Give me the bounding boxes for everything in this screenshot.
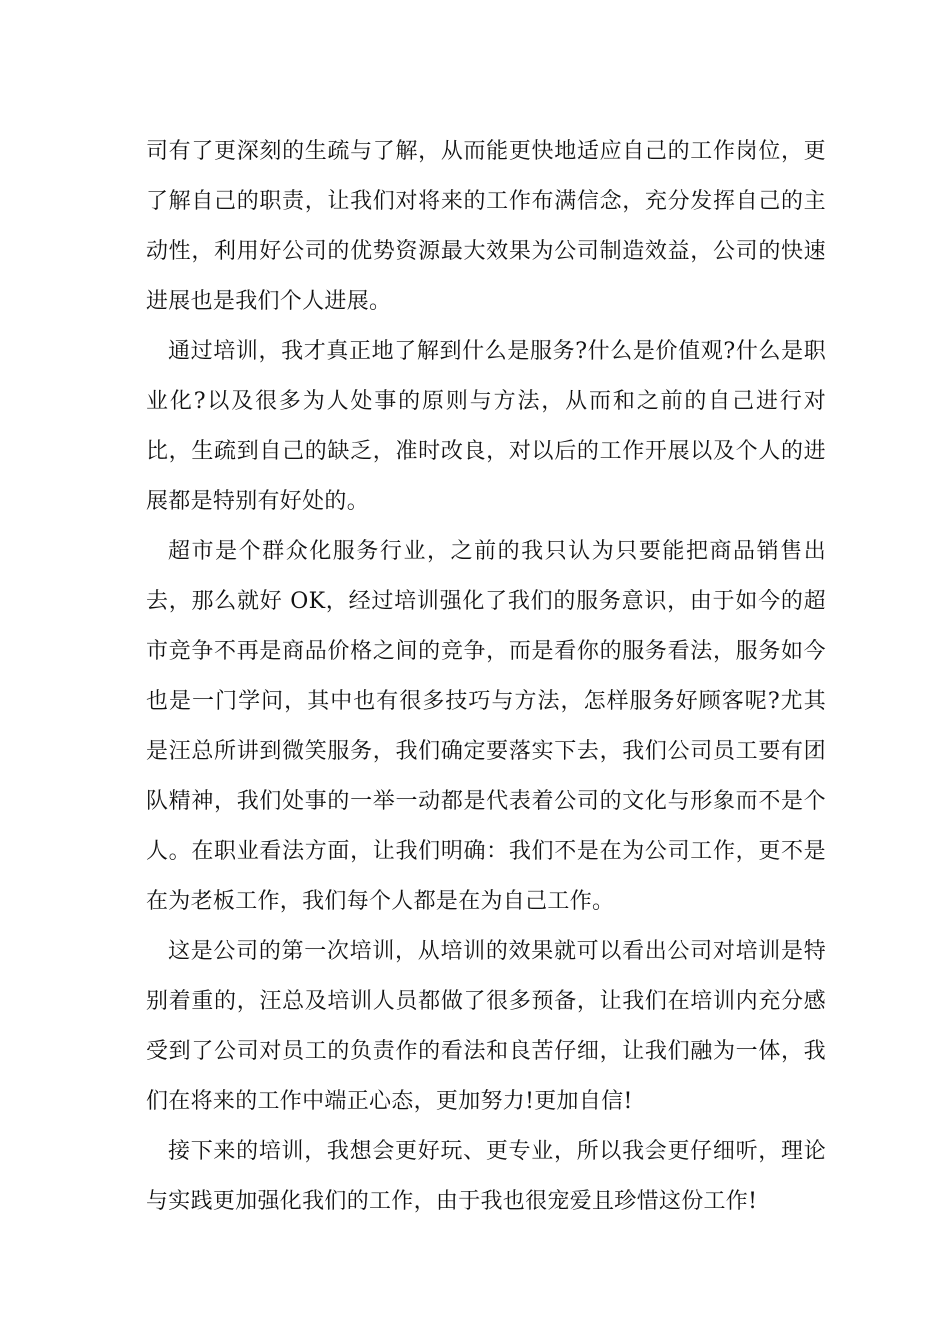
paragraph-next-training: 接下来的培训，我想会更好玩、更专业，所以我会更仔细听，理论与实践更加强化我们的工作，由于我也很宠爱且珍惜这份工作!	[146, 1139, 826, 1214]
paragraph-supermarket-service: 超市是个群众化服务行业，之前的我只认为只要能把商品销售出去，那么就好 OK，经过培训强化了我们的服务意识，由于如今的超市竞争不再是商品价格之间的竞争，而是看你的服务看法，服务如今也是一门学问，其中也有很多技巧与方法，怎样服务好顾客呢?尤其是汪总所讲到微笑服务，我们确定要落实下去，我们公司员工要有团队精神，我们处事的一举一动都是代表着公司的文化与形象而不是个人。在职业看法方面，让我们明确：我们不是在为公司工作，更不是在为老板工作，我们每个人都是在为自己工作。	[146, 539, 826, 914]
paragraph-first-training: 这是公司的第一次培训，从培训的效果就可以看出公司对培训是特别着重的，汪总及培训人员都做了很多预备，让我们在培训内充分感受到了公司对员工的负责作的看法和良苦仔细，让我们融为一体，我们在将来的工作中端正心态，更加努力!更加自信!	[146, 939, 826, 1114]
document-body	[146, 127, 826, 1227]
paragraph-training-understanding: 通过培训，我才真正地了解到什么是服务?什么是价值观?什么是职业化?以及很多为人处事的原则与方法，从而和之前的自己进行对比，生疏到自己的缺乏，准时改良，对以后的工作开展以及个人的进展都是特别有好处的。	[146, 339, 826, 514]
paragraph-continued: 司有了更深刻的生疏与了解，从而能更快地适应自己的工作岗位，更了解自己的职责，让我们对将来的工作布满信念，充分发挥自己的主动性，利用好公司的优势资源最大效果为公司制造效益，公司的快速进展也是我们个人进展。	[146, 139, 826, 314]
